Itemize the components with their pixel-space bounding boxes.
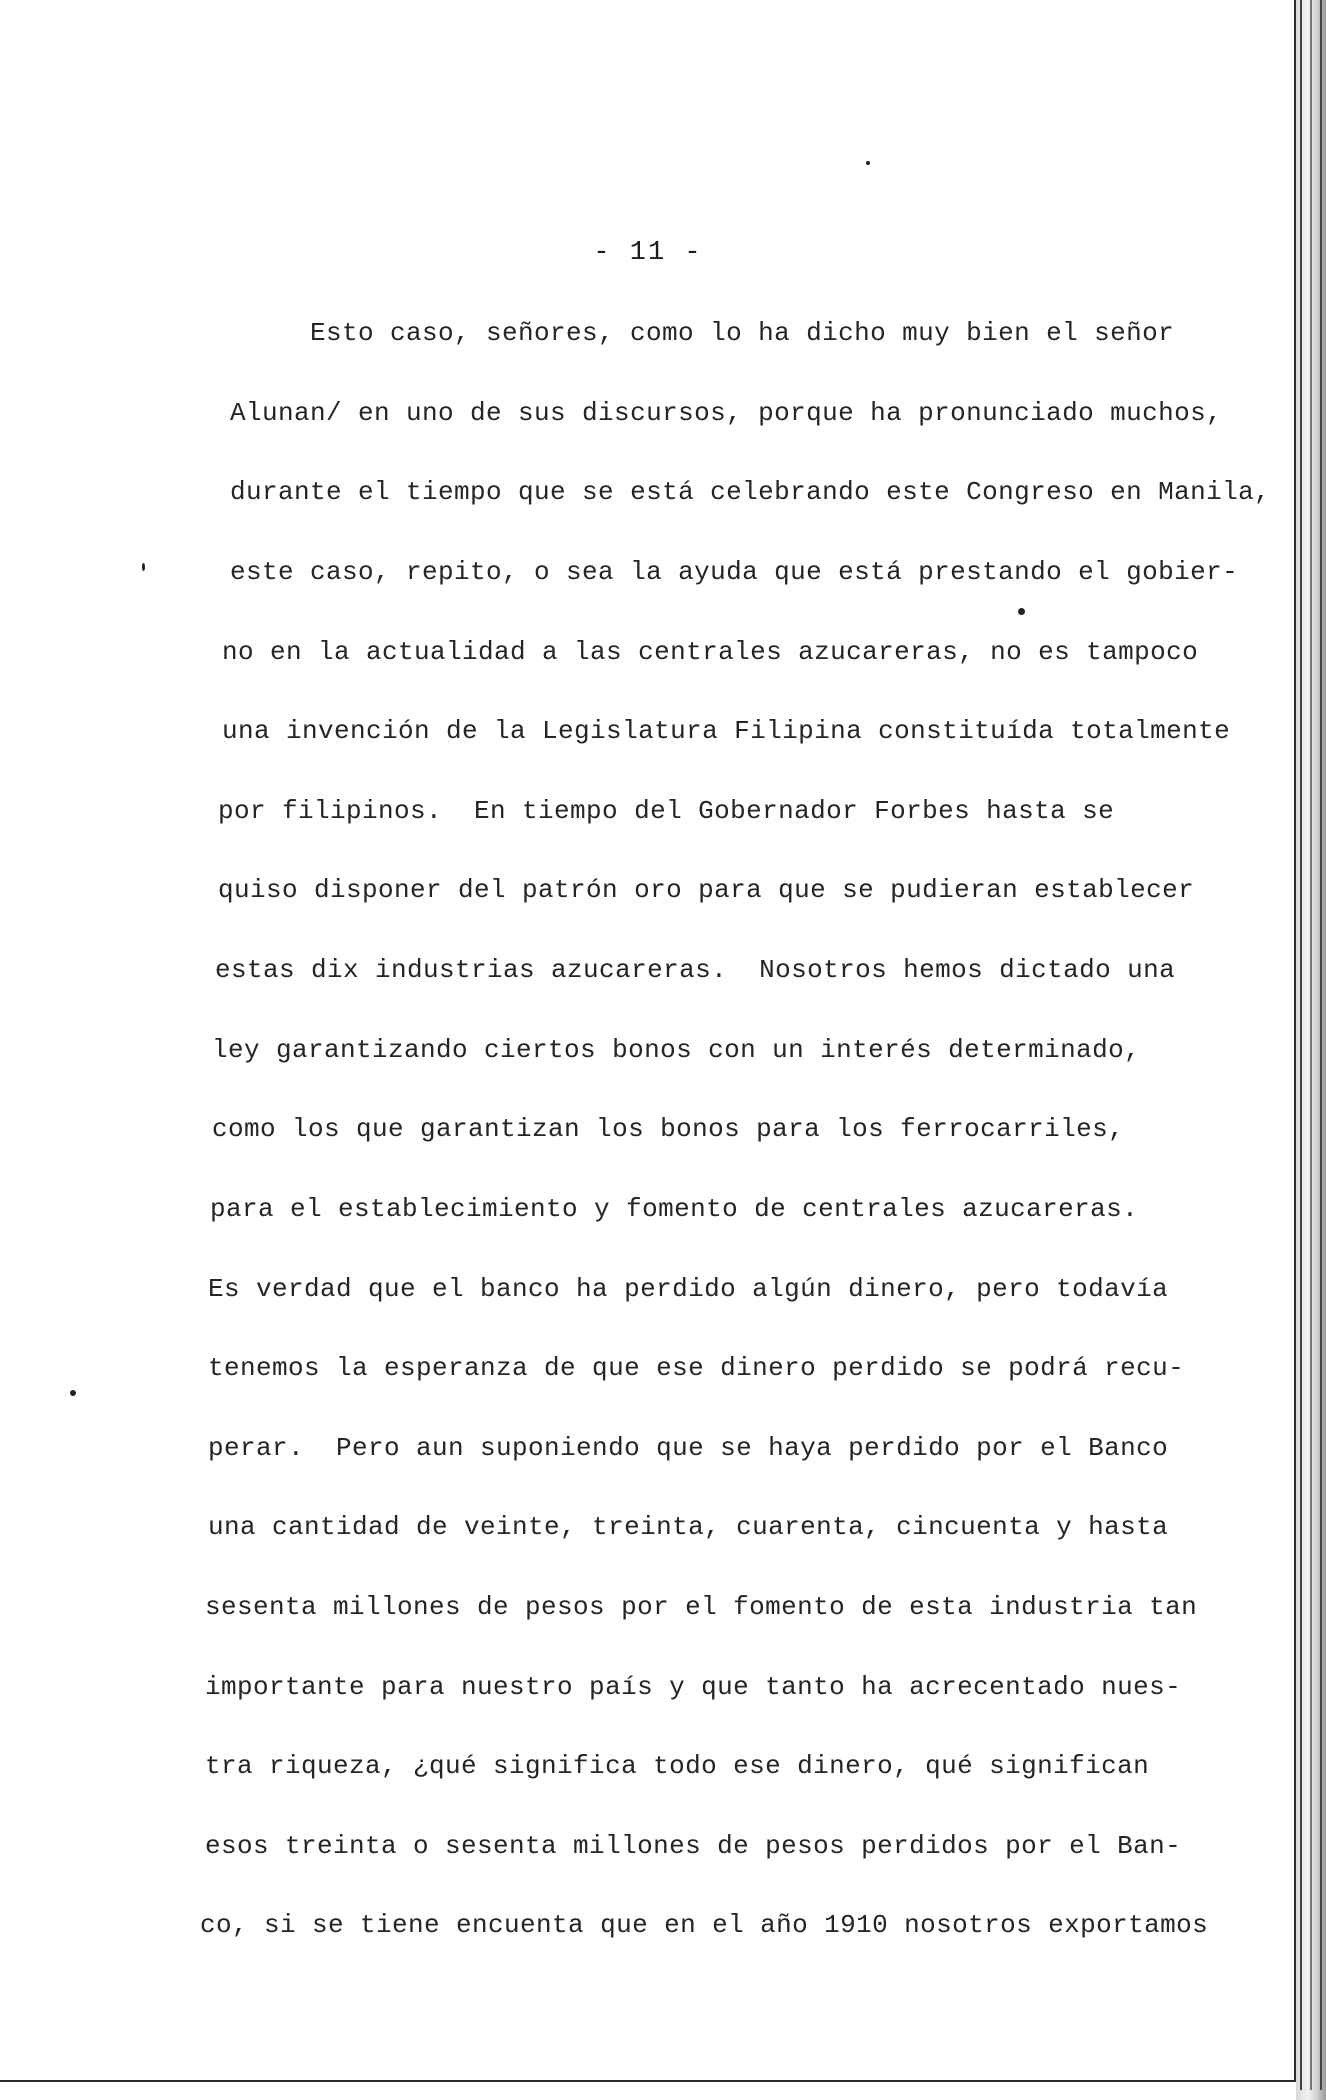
text-line-5: no en la actualidad a las centrales azucareras, no es tampoco: [222, 637, 1199, 667]
text-line-11: como los que garantizan los bonos para los ferrocarriles,: [212, 1114, 1125, 1144]
page-edge: [1296, 0, 1326, 2100]
text-line-18: importante para nuestro país y que tanto ha acrecentado nues-: [205, 1672, 1182, 1702]
text-line-8: quiso disponer del patrón oro para que se pudieran establecer: [218, 875, 1195, 905]
paper-speck: [866, 161, 870, 165]
paper-speck: [142, 563, 145, 571]
paper-speck: [1018, 608, 1025, 615]
text-line-7: por filipinos. En tiempo del Gobernador Forbes hasta se: [218, 796, 1115, 826]
text-line-20: esos treinta o sesenta millones de pesos perdidos por el Ban-: [205, 1831, 1182, 1861]
text-line-21: co, si se tiene encuenta que en el año 1910 nosotros exportamos: [200, 1910, 1209, 1940]
paper-speck: [70, 1390, 76, 1396]
text-line-19: tra riqueza, ¿qué significa todo ese dinero, qué significan: [205, 1751, 1150, 1781]
text-line-2: Alunan/ en uno de sus discursos, porque ha pronunciado muchos,: [230, 398, 1223, 428]
text-line-12: para el establecimiento y fomento de centrales azucareras.: [210, 1194, 1139, 1224]
page-number: - 11 -: [593, 238, 703, 268]
text-line-16: una cantidad de veinte, treinta, cuarenta, cincuenta y hasta: [208, 1512, 1169, 1542]
text-line-15: perar. Pero aun suponiendo que se haya perdido por el Banco: [208, 1433, 1169, 1463]
text-line-3: durante el tiempo que se está celebrando este Congreso en Manila,: [230, 477, 1271, 507]
text-line-4: este caso, repito, o sea la ayuda que está prestando el gobier-: [230, 557, 1239, 587]
text-line-9: estas dix industrias azucareras. Nosotros hemos dictado una: [215, 955, 1176, 985]
text-line-14: tenemos la esperanza de que ese dinero perdido se podrá recu-: [208, 1353, 1185, 1383]
text-line-1: Esto caso, señores, como lo ha dicho muy bien el señor: [310, 318, 1175, 348]
text-line-17: sesenta millones de pesos por el fomento de esta industria tan: [205, 1592, 1198, 1622]
text-line-13: Es verdad que el banco ha perdido algún dinero, pero todavía: [208, 1274, 1169, 1304]
text-line-6: una invención de la Legislatura Filipina constituída totalmente: [222, 716, 1231, 746]
text-line-10: ley garantizando ciertos bonos con un interés determinado,: [212, 1035, 1141, 1065]
